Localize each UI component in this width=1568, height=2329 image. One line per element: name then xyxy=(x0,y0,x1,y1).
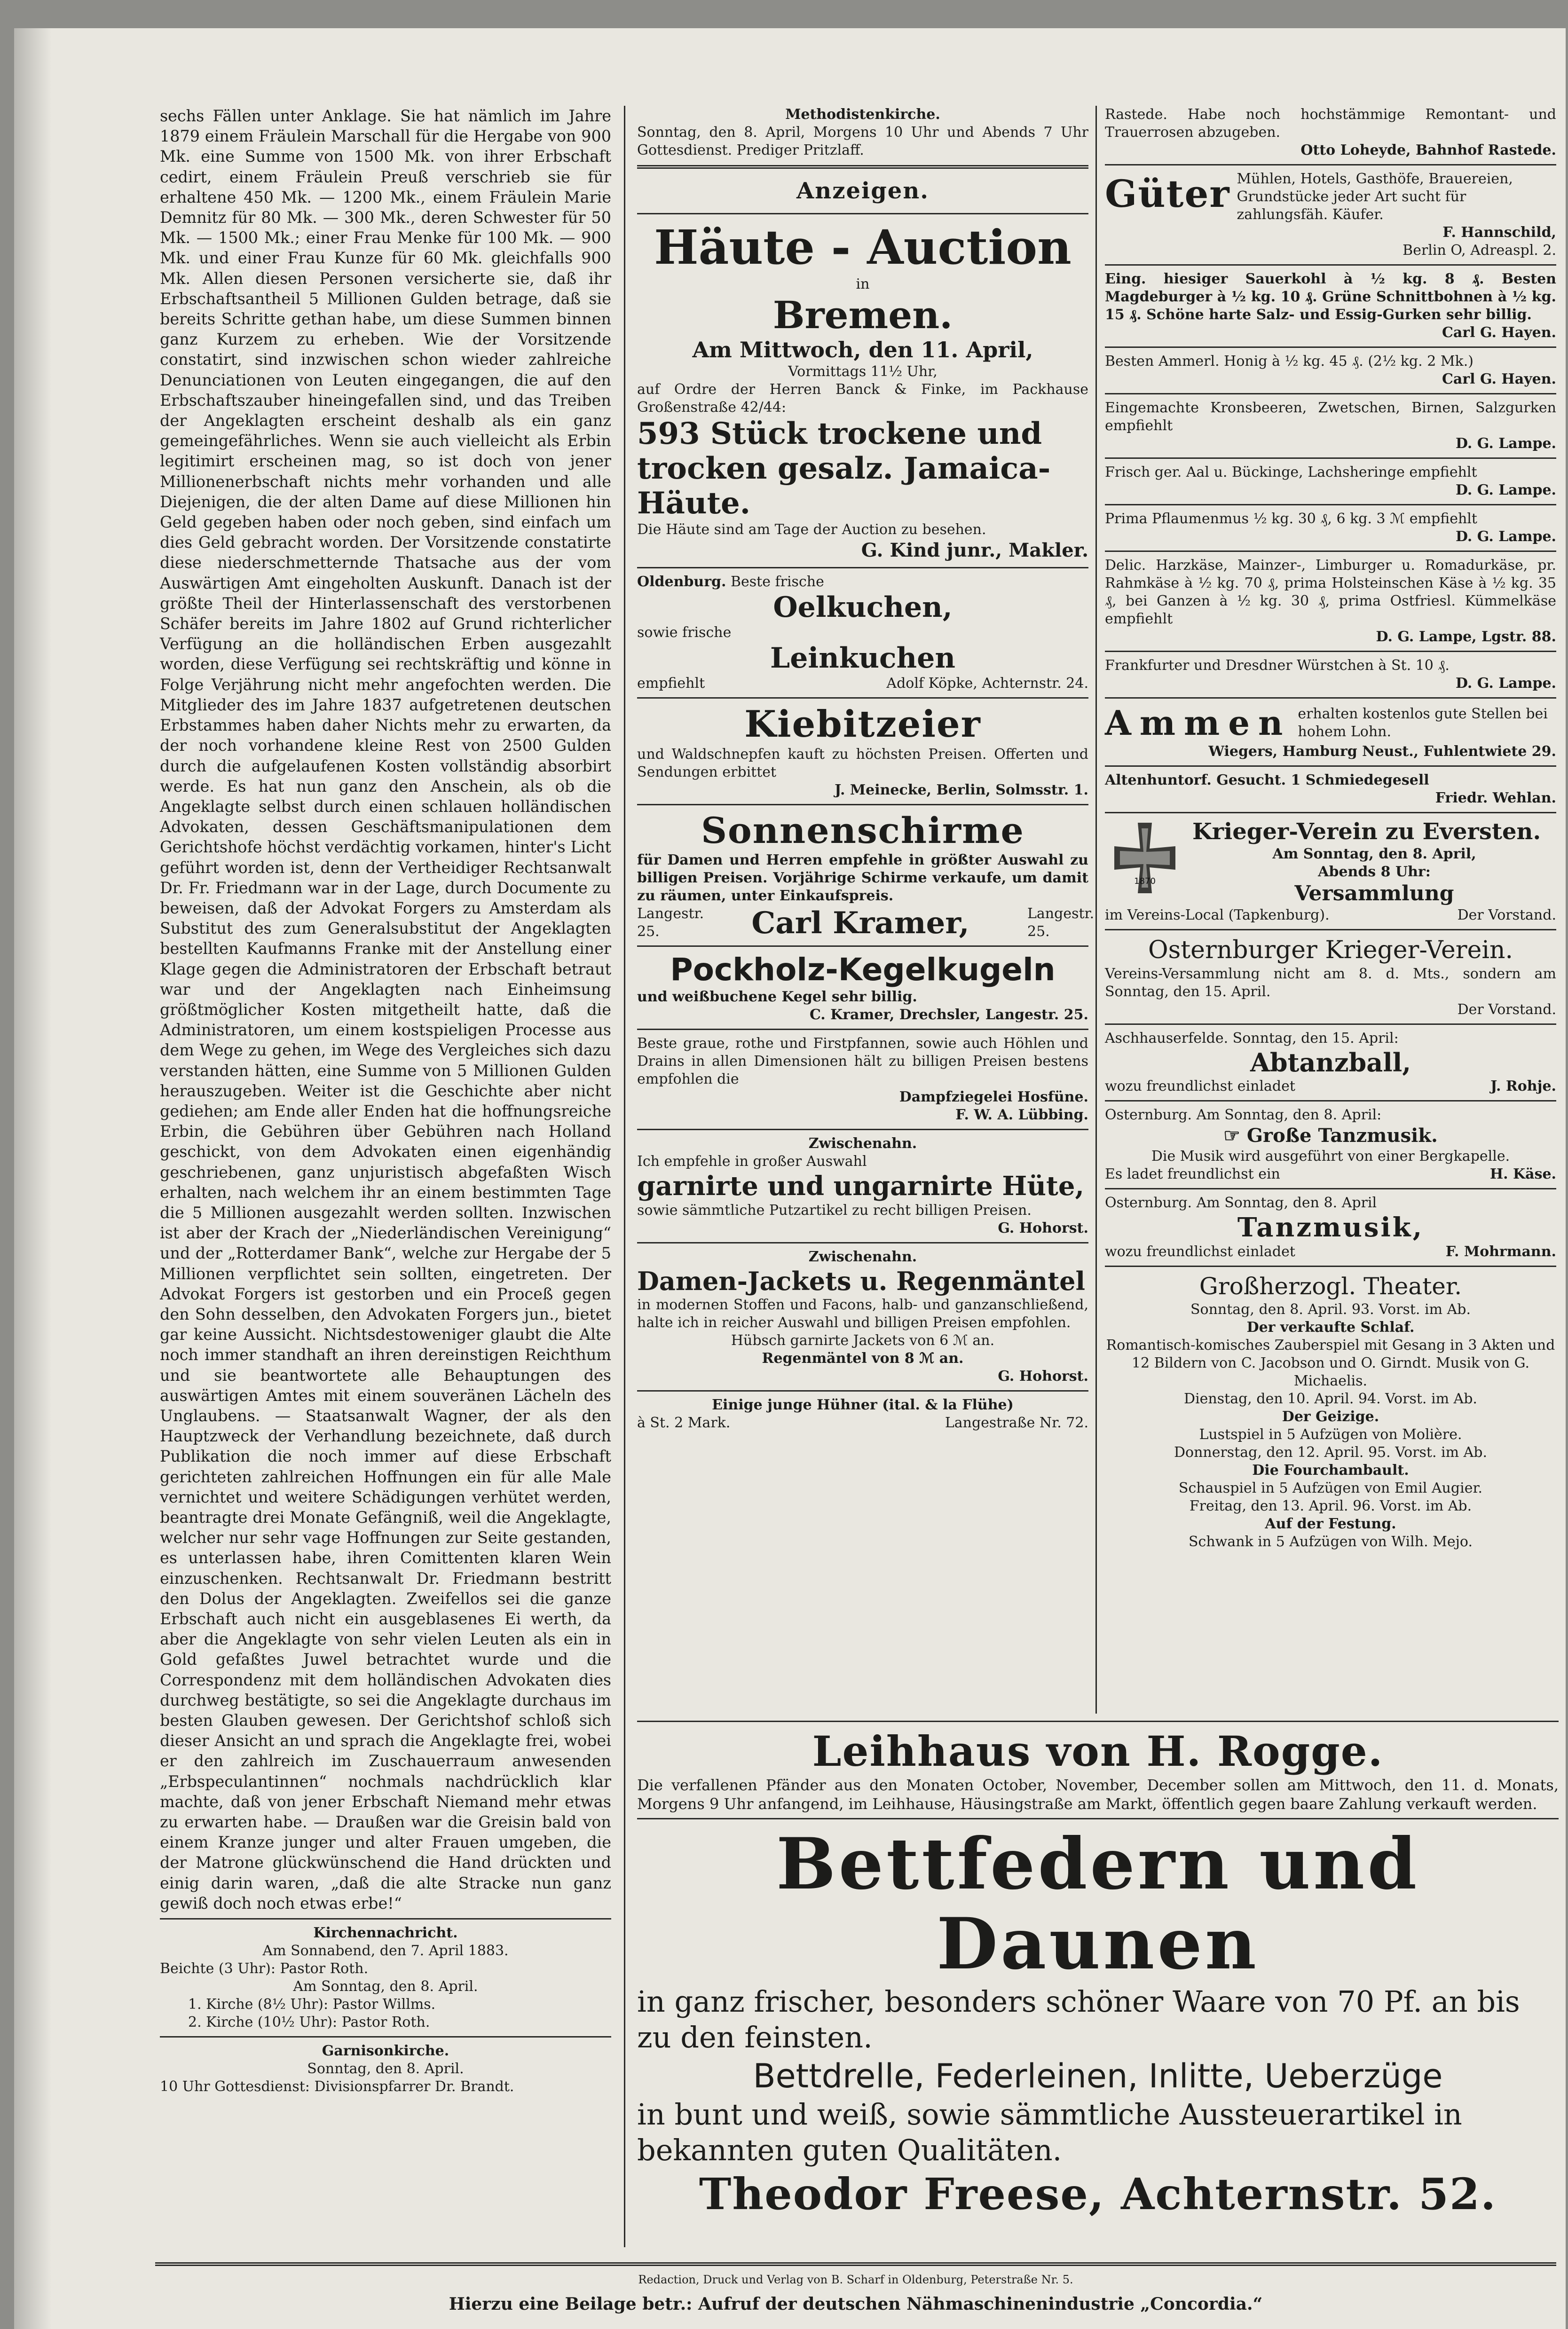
ammen-sign: Wiegers, Hamburg Neust., Fuhlentwiete 29. xyxy=(1208,743,1556,760)
pfannen-text: Beste graue, rothe und Firstpfannen, sowie auch Höhlen und Drains in allen Dimensionen hält zu billigen Preisen bestens empfohlen die xyxy=(637,1035,1088,1087)
divider xyxy=(637,567,1088,568)
altenhuntorf-text: Altenhuntorf. Gesucht. 1 Schmiedegesell xyxy=(1105,772,1429,788)
kv2-title: Osternburger Krieger-Verein. xyxy=(1148,936,1513,964)
ost2-text: Osternburg. Am Sonntag, den 8. April xyxy=(1105,1195,1377,1211)
sonnen-title: Sonnenschirme xyxy=(701,810,1024,851)
bettfedern-line: in ganz frischer, besonders schöner Waare von 70 Pf. an bis zu den feinsten. xyxy=(637,1984,1520,2054)
divider xyxy=(1105,1188,1556,1189)
anzeigen-heading: Anzeigen. xyxy=(796,178,929,204)
krieger-verein-eversten xyxy=(1105,818,1556,924)
divider xyxy=(1105,812,1556,813)
huehner-title: Einige junge Hühner (ital. & la Flühe) xyxy=(712,1397,1014,1413)
methodist-text: Sonntag, den 8. April, Morgens 10 Uhr und Abends 7 Uhr Gottesdienst. Prediger Pritzlaff. xyxy=(637,124,1088,158)
divider xyxy=(1105,457,1556,459)
kramer-left: Langestr. 25. xyxy=(637,905,704,940)
gueter-sign: F. Hannschild, xyxy=(1442,224,1556,241)
divider xyxy=(1105,346,1556,348)
theater-line: Romantisch-komisches Zauberspiel mit Gesang in 3 Akten und 12 Bildern von C. Jacobson und O. Girndt. Musik von G. Michaelis. xyxy=(1106,1337,1555,1389)
zw2-line: Hübsch garnirte Jackets von 6 ℳ an. xyxy=(731,1332,995,1349)
kv1-sign: Der Vorstand. xyxy=(1457,907,1556,923)
zw1-pre: Ich empfehle in großer Auswahl xyxy=(637,1153,867,1170)
divider xyxy=(637,213,1088,214)
oel-title: Oelkuchen, xyxy=(773,591,953,624)
divider xyxy=(1105,697,1556,699)
ost2-title: Tanzmusik, xyxy=(1237,1212,1424,1243)
gueter-addr: Berlin O, Adreaspl. 2. xyxy=(1403,242,1556,259)
kirchen-title: Kirchennachricht. xyxy=(313,1925,458,1942)
court-article: sechs Fällen unter Anklage. Sie hat nämlich im Jahre 1879 einem Fräulein Marschall für die Hergabe von 900 Mk. eine Summe von 1500 Mk. von ihrer Erbschaft cedirt, einem Fräulein Preuß verschrieb sie für erhaltene 450 Mk. — 1200 Mk., einem Fräulein Marie Demnitz für 80 Mk. — 300 Mk., deren Schwester für 50 Mk. — 1500 Mk.; einer Frau Menke für 100 Mk. — 900 Mk. und einer Frau Kunze für 60 Mk. gleichfalls 900 Mk. Allen diesen Personen versicherte sie, daß ihr Erbschaftsantheil 5 Millionen Gulden betrage, daß sie bereits Schritte gethan habe, um diese Summen binnen ganz Kurzem zu erheben. Wie der Vorsitzende constatirt, sind inzwischen schon wieder zahlreiche Denunciationen von Leuten eingegangen, die auf den Erbschaftszauber hineingefallen sind, und das Treiben der Angeklagten erscheint deshalb als ein ganz gemeingefährliches. Wenn sie auch vielleicht als Erbin legitimirt erscheinen mag, so ist doch von jener Millionenerbschaft nichts mehr vorhanden und alle Diejenigen, die der alten Dame auf diese Millionen hin Geld gegeben haben oder noch geben, sind einfach um dies Geld gebracht worden. Der Vorsitzende constatirte diese niederschmetternde Thatsache aus der vom Auswärtigen Amt eingeholten Auskunft. Danach ist der größte Theil der Hinterlassenschaft des verstorbenen Schäfer bereits im Jahre 1802 auf Grund richterlicher Verfügung an die holländischen Erben ausgezahlt worden, diese Verfügung sei rechtskräftig und könne in Folge Verjährung nicht mehr angefochten werden. Die Mitglieder des im Jahre 1837 aufgetretenen deutschen Erbstammes haben daher Nichts mehr zu erwarten, da der noch vorhandene kleine Rest von 2500 Gulden durch die aufgelaufenen Kosten vollständig absorbirt werde. Es hat nun ganz den Anschein, als ob die Angeklagte selbst durch einen schlauen holländischen Advokaten, dessen Geschäftsmanipulationen dem Gerichtshofe höchst verdächtig vorkamen, hinter's Licht geführt worden ist, denn der Vertheidiger Rechtsanwalt Dr. Fr. Friedmann war in der Lage, durch Documente zu beweisen, daß der Advokat Forgers zu Amsterdam als Substitut des zum Generalsubstitut der Angeklagten bestellten Kaufmanns Franke mit der Anstellung einer Klage gegen die Administratoren der Erbschaft betraut war und der Angeklagten nach Einheimsung größtmöglicher Kosten mitgetheilt hatte, daß die Administratoren, um einem kostspieligen Processe aus dem Wege zu gehen, im Wege des Vergleiches sich dazu verstanden hätten, eine Summe von 5 Millionen Gulden herauszugeben. Weiter ist die Geschichte aber nicht gediehen; am Ende aller Enden hat die hoffnungsreiche Erbin, die Gebühren über Gebühren nach Holland geschickt, von dem Advokaten einen eigenhändig geschriebenen, ganz unjuristisch abgefaßten Wisch erhalten, nach welchem ihr an einem bestimmten Tage die 5 Millionen ausgezahlt werden sollten. Inzwischen ist aber der Krach der „Niederländischen Vereinigung“ und der „Rotterdamer Bank“, welche zur Hergabe der 5 Millionen verpflichtet sein sollten, eingetreten. Der Advokat Forgers ist gestorben und ein Proceß gegen den Sohn desselben, den Advokaten Forgers jun., bietet gar keine Aussicht. Nichtsdestoweniger glaubt die Alte noch immer standhaft an ihren dereinstigen Reichthum und sie beantwortete alle Behauptungen des auswärtigen Amtes mit einem souveränen Lächeln des Unglaubens. — Staatsanwalt Wagner, der als den Hauptzweck der Verhandlung bezeichnete, daß durch Publikation die noch immer auf diese Erbschaft gerichteten zahlreichen Hoffnungen ein für alle Male vernichtet und weitere Schädigungen verhütet werden, beantragte drei Monate Gefängniß, weil die Angeklagte, welcher nur sehr vage Hoffnungen zur Seite gestanden, es unterlassen habe, ihren Comittenten klaren Wein einzuschenken. Rechtsanwalt Dr. Friedmann bestritt den Dolus der Angeklagten. Zweifellos sei die ganze Erbschaft auch nicht ein ausgeblasenes Ei werth, da aber die Angeklagte von sehr vielen Leuten als ein in Gold gefaßtes Juwel betrachtet wurde und die Correspondenz mit dem holländischen Advokaten dies durchweg bestätigte, so sei die Angeklagte durchaus im besten Glauben gewesen. Der Gerichtshof schloß sich dieser Ansicht an und sprach die Angeklagte frei, wobei er den zahlreich im Zuschauerraum anwesenden „Erbspeculantinnen“ nochmals nachdrücklich klar machte, daß von jener Erbschaft Niemand mehr etwas zu erwarten habe. — Draußen war die Greisin bald von einem Kranze junger und alter Frauen umgeben, die der Matrone glückwünschend die Hand drückten und einig darin waren, „daß die alte Stracke nun ganz gewiß doch noch etwas erbe!“ xyxy=(160,107,611,1912)
divider xyxy=(1105,551,1556,552)
wide-ads xyxy=(637,1716,1559,2220)
haeute-city: Bremen. xyxy=(772,293,953,337)
theater-play: Die Fourchambault. xyxy=(1252,1462,1409,1479)
garnison-line: Sonntag, den 8. April. xyxy=(307,2061,464,2077)
column-1 xyxy=(160,106,611,2096)
kirchen-line: Am Sonntag, den 8. April. xyxy=(293,1978,478,1995)
pfannen-sign: F. W. A. Lübbing. xyxy=(955,1107,1088,1123)
newspaper-page xyxy=(14,28,1566,2329)
divider xyxy=(637,945,1088,947)
haeute-in: in xyxy=(856,276,870,292)
kirchen-line: 1. Kirche (8½ Uhr): Pastor Willms. xyxy=(188,1996,436,2013)
aschh-text: Aschhauserfelde. Sonntag, den 15. April: xyxy=(1105,1030,1399,1046)
column-2 xyxy=(637,106,1095,1432)
divider xyxy=(1105,393,1556,394)
pockholz-title: Pockholz-Kegelkugeln xyxy=(670,952,1056,988)
rastede-text: Rastede. Habe noch hochstämmige Remontant- und Trauerrosen abzugeben. xyxy=(1105,106,1556,141)
hayen-text: Eing. hiesiger Sauerkohl à ½ kg. 8 ₰. Besten Magdeburger à ½ kg. 10 ₰. Grüne Schnittbohnen à ½ kg. 15 ₰. Schöne harte Salz- und Essig-Gurken sehr billig. xyxy=(1105,271,1556,323)
theater-line: Schauspiel in 5 Aufzügen von Emil Augier. xyxy=(1178,1480,1483,1496)
divider xyxy=(1105,929,1556,930)
bettfedern-title: Bettfedern und Daunen xyxy=(776,1823,1420,1985)
kiebitz-title: Kiebitzeier xyxy=(744,703,981,746)
lampe-text: Frankfurter und Dresdner Würstchen à St. 10 ₰. xyxy=(1105,657,1450,674)
ost2-left: wozu freundlichst einladet xyxy=(1105,1243,1295,1260)
ammen-text: erhalten kostenlos gute Stellen bei hohem Lohn. xyxy=(1298,706,1548,740)
divider xyxy=(637,1390,1088,1392)
zw1-big: garnirte und ungarnirte Hüte, xyxy=(637,1171,1084,1202)
cross-year: 1870 xyxy=(1134,876,1156,886)
kirchen-line: 2. Kirche (10½ Uhr): Pastor Roth. xyxy=(188,2014,430,2031)
divider xyxy=(637,1029,1088,1030)
gueter-text: Mühlen, Hotels, Gasthöfe, Brauereien, Grundstücke jeder Art sucht für zahlungsfäh. Käufer. xyxy=(1237,171,1513,223)
divider xyxy=(155,2262,1556,2266)
bettfedern-line: in bunt und weiß, sowie sämmtliche Aussteuerartikel in bekannten guten Qualitäten. xyxy=(637,2097,1462,2167)
kv2-sign: Der Vorstand. xyxy=(1457,1001,1556,1018)
haeute-text: auf Ordre der Herren Banck & Finke, im Packhause Großenstraße 42/44: xyxy=(637,381,1088,416)
divider xyxy=(1105,504,1556,505)
theater-play: Auf der Festung. xyxy=(1265,1516,1396,1532)
bettfedern-line: Bettdrelle, Federleinen, Inlitte, Ueberzüge xyxy=(753,2057,1443,2095)
kv1-line: Versammlung xyxy=(1294,881,1454,905)
lampe-text: Delic. Harzkäse, Mainzer-, Limburger u. Romadurkäse, pr. Rahmkäse à ½ kg. 70 ₰, prima Holsteinschen Käse à ½ kg. 35 ₰, bei Ganzen à ½ kg. 30 ₰, prima Ostfriesl. Kümmelkäse empfiehlt xyxy=(1105,557,1556,627)
pfannen-sign: Dampfziegelei Hosfüne. xyxy=(899,1089,1088,1105)
kv1-line: Abends 8 Uhr: xyxy=(1318,864,1431,880)
haeute-big: 593 Stück trockene und trocken gesalz. Jamaica-Häute. xyxy=(637,416,1051,521)
zw1-sign: G. Hohorst. xyxy=(998,1220,1088,1236)
lampe-sign: D. G. Lampe. xyxy=(1455,675,1556,692)
lein-left: empfiehlt xyxy=(637,675,705,692)
haeute-date: Am Mittwoch, den 11. April, xyxy=(692,337,1033,362)
kirchen-line: Am Sonnabend, den 7. April 1883. xyxy=(262,1943,509,1959)
garnison-line: 10 Uhr Gottesdienst: Divisionspfarrer Dr. Brandt. xyxy=(160,2078,514,2095)
gueter-title: Güter xyxy=(1105,172,1230,216)
altenhuntorf-sign: Friedr. Wehlan. xyxy=(1435,790,1556,806)
lampe-text: Prima Pflaumenmus ½ kg. 30 ₰, 6 kg. 3 ℳ empfiehlt xyxy=(1105,511,1477,527)
column-3 xyxy=(1105,106,1556,1551)
haeute-time: Vormittags 11½ Uhr, xyxy=(788,363,938,380)
kv2-text: Vereins-Versammlung nicht am 8. d. Mts., sondern am Sonntag, den 15. April. xyxy=(1105,966,1556,1000)
leihhaus-text: Die verfallenen Pfänder aus den Monaten October, November, December sollen am Mittwoch, den 11. d. Monats, Morgens 9 Uhr anfangend, im Leihhause, Häusingstraße am Markt, öffentlich gegen baare Zahlung verkauft werden. xyxy=(637,1776,1559,1813)
lampe-sign: D. G. Lampe. xyxy=(1455,435,1556,452)
theater-play: Der verkaufte Schlaf. xyxy=(1246,1319,1415,1336)
haeute-title: Häute - Auction xyxy=(654,220,1072,275)
huehner-right: Langestraße Nr. 72. xyxy=(945,1415,1088,1431)
hayen-sign: Carl G. Hayen. xyxy=(1442,324,1556,341)
haeute-sign: G. Kind junr., Makler. xyxy=(861,539,1088,561)
theater-line: Schwank in 5 Aufzügen von Wilh. Mejo. xyxy=(1189,1534,1473,1550)
zw2-text: in modernen Stoffen und Facons, halb- und ganzanschließend, halte ich in reicher Auswahl und billigen Preisen empfohlen. xyxy=(637,1297,1088,1331)
theater-line: Dienstag, den 10. April. 94. Vorst. im Ab. xyxy=(1184,1391,1477,1407)
oel-pre: Beste frische xyxy=(730,574,824,590)
lampe-sign: D. G. Lampe. xyxy=(1455,482,1556,498)
rastede-sign: Otto Loheyde, Bahnhof Rastede. xyxy=(1300,142,1556,158)
divider xyxy=(1105,1266,1556,1267)
ost1-line: Die Musik wird ausgeführt von einer Bergkapelle. xyxy=(1151,1148,1510,1164)
lampe-sign: D. G. Lampe. xyxy=(1455,528,1556,545)
pockholz-sign: C. Kramer, Drechsler, Langestr. 25. xyxy=(809,1007,1088,1023)
theater-line: Sonntag, den 8. April. 93. Vorst. im Ab. xyxy=(1190,1301,1471,1318)
theater-play: Der Geizige. xyxy=(1282,1408,1379,1425)
divider xyxy=(637,165,1088,169)
divider xyxy=(637,804,1088,805)
bettfedern-sign: Theodor Freese, Achternstr. 52. xyxy=(699,2169,1497,2219)
oel-place: Oldenburg. xyxy=(637,574,726,590)
divider xyxy=(637,1818,1559,1819)
column-rule-1 xyxy=(624,106,625,2247)
theater-line: Donnerstag, den 12. April. 95. Vorst. im Ab. xyxy=(1174,1444,1488,1461)
kramer-name: Carl Kramer, xyxy=(751,905,969,941)
ost1-text: Osternburg. Am Sonntag, den 8. April: xyxy=(1105,1107,1382,1123)
kv1-line: Am Sonntag, den 8. April, xyxy=(1272,846,1476,862)
zwischenahn-title: Zwischenahn. xyxy=(808,1249,917,1265)
garnison-title: Garnisonkirche. xyxy=(322,2043,449,2060)
aschh-left: wozu freundlichst einladet xyxy=(1105,1078,1295,1094)
sonnen-text: für Damen und Herren empfehle in größter Auswahl zu billigen Preisen. Vorjährige Schirme verkaufe, um damit zu räumen, unter Einkaufspreis. xyxy=(637,852,1088,904)
kiebitz-sign: J. Meinecke, Berlin, Solmsstr. 1. xyxy=(835,782,1088,798)
kv1-local: im Vereins-Local (Tapkenburg). xyxy=(1105,907,1330,923)
zw1-text: sowie sämmtliche Putzartikel zu recht billigen Preisen. xyxy=(637,1202,1032,1219)
lampe-text: Frisch ger. Aal u. Bückinge, Lachsheringe empfiehlt xyxy=(1105,464,1477,480)
zwischenahn-title: Zwischenahn. xyxy=(808,1135,917,1152)
imprint: Redaction, Druck und Verlag von B. Scharf in Oldenburg, Peterstraße Nr. 5. xyxy=(638,2273,1073,2286)
theater-line: Freitag, den 13. April. 96. Vorst. im Ab. xyxy=(1189,1498,1472,1514)
ost1-title-text: Große Tanzmusik. xyxy=(1246,1125,1438,1147)
kramer-right: Langestr. 25. xyxy=(1027,905,1095,940)
honig-sign: Carl G. Hayen. xyxy=(1442,371,1556,387)
divider xyxy=(160,1918,611,1920)
haeute-note: Die Häute sind am Tage der Auction zu besehen. xyxy=(637,521,986,538)
ost1-title xyxy=(1105,1124,1556,1148)
huehner-left: à St. 2 Mark. xyxy=(637,1415,731,1431)
ammen-title: Ammen xyxy=(1105,703,1292,743)
divider xyxy=(1105,765,1556,767)
divider xyxy=(1105,264,1556,266)
zw2-big: Damen-Jackets u. Regenmäntel xyxy=(637,1266,1085,1296)
divider xyxy=(1105,1100,1556,1102)
methodist-title: Methodistenkirche. xyxy=(785,106,940,123)
divider xyxy=(1105,1023,1556,1025)
aschh-sign: J. Rohje. xyxy=(1490,1078,1556,1094)
iron-cross-icon xyxy=(1105,818,1185,898)
kiebitz-text: und Waldschnepfen kauft zu höchsten Preisen. Offerten und Sendungen erbittet xyxy=(637,746,1088,780)
ost2-sign: F. Mohrmann. xyxy=(1445,1243,1556,1260)
divider xyxy=(637,697,1088,699)
kirchen-line: Beichte (3 Uhr): Pastor Roth. xyxy=(160,1960,369,1977)
zw2-sign: G. Hohorst. xyxy=(998,1368,1088,1385)
theater-line: Lustspiel in 5 Aufzügen von Molière. xyxy=(1199,1426,1462,1443)
leihhaus-title: Leihhaus von H. Rogge. xyxy=(812,1727,1384,1776)
kv1-title: Krieger-Verein zu Eversten. xyxy=(1192,818,1541,845)
lampe-sign: D. G. Lampe, Lgstr. 88. xyxy=(1376,629,1556,645)
ost1-left: Es ladet freundlichst ein xyxy=(1105,1166,1280,1182)
honig-text: Besten Ammerl. Honig à ½ kg. 45 ₰. (2½ kg. 2 Mk.) xyxy=(1105,353,1473,370)
oel-sowie: sowie frische xyxy=(637,624,732,641)
lein-sign: Adolf Köpke, Achternstr. 24. xyxy=(886,675,1088,692)
beilage-note: Hierzu eine Beilage betr.: Aufruf der deutschen Nähmaschinenindustrie „Concordia.“ xyxy=(449,2294,1263,2314)
theater-title: Großherzogl. Theater. xyxy=(1199,1273,1462,1300)
zw2-line: Regenmäntel von 8 ℳ an. xyxy=(762,1350,964,1367)
divider xyxy=(1105,164,1556,165)
divider xyxy=(637,1242,1088,1243)
aschh-title: Abtanzball, xyxy=(1250,1047,1411,1078)
lampe-text: Eingemachte Kronsbeeren, Zwetschen, Birnen, Salzgurken empfiehlt xyxy=(1105,400,1556,434)
pockholz-text: und weißbuchene Kegel sehr billig. xyxy=(637,989,917,1005)
pointing-hand-icon: ☞ xyxy=(1223,1125,1247,1147)
ost1-sign: H. Käse. xyxy=(1489,1166,1556,1182)
divider xyxy=(637,1721,1559,1722)
divider xyxy=(637,1129,1088,1130)
column-rule-2 xyxy=(1095,106,1097,1714)
divider xyxy=(160,2036,611,2038)
footer xyxy=(155,2257,1556,2316)
lein-title: Leinkuchen xyxy=(770,642,955,675)
divider xyxy=(1105,651,1556,652)
